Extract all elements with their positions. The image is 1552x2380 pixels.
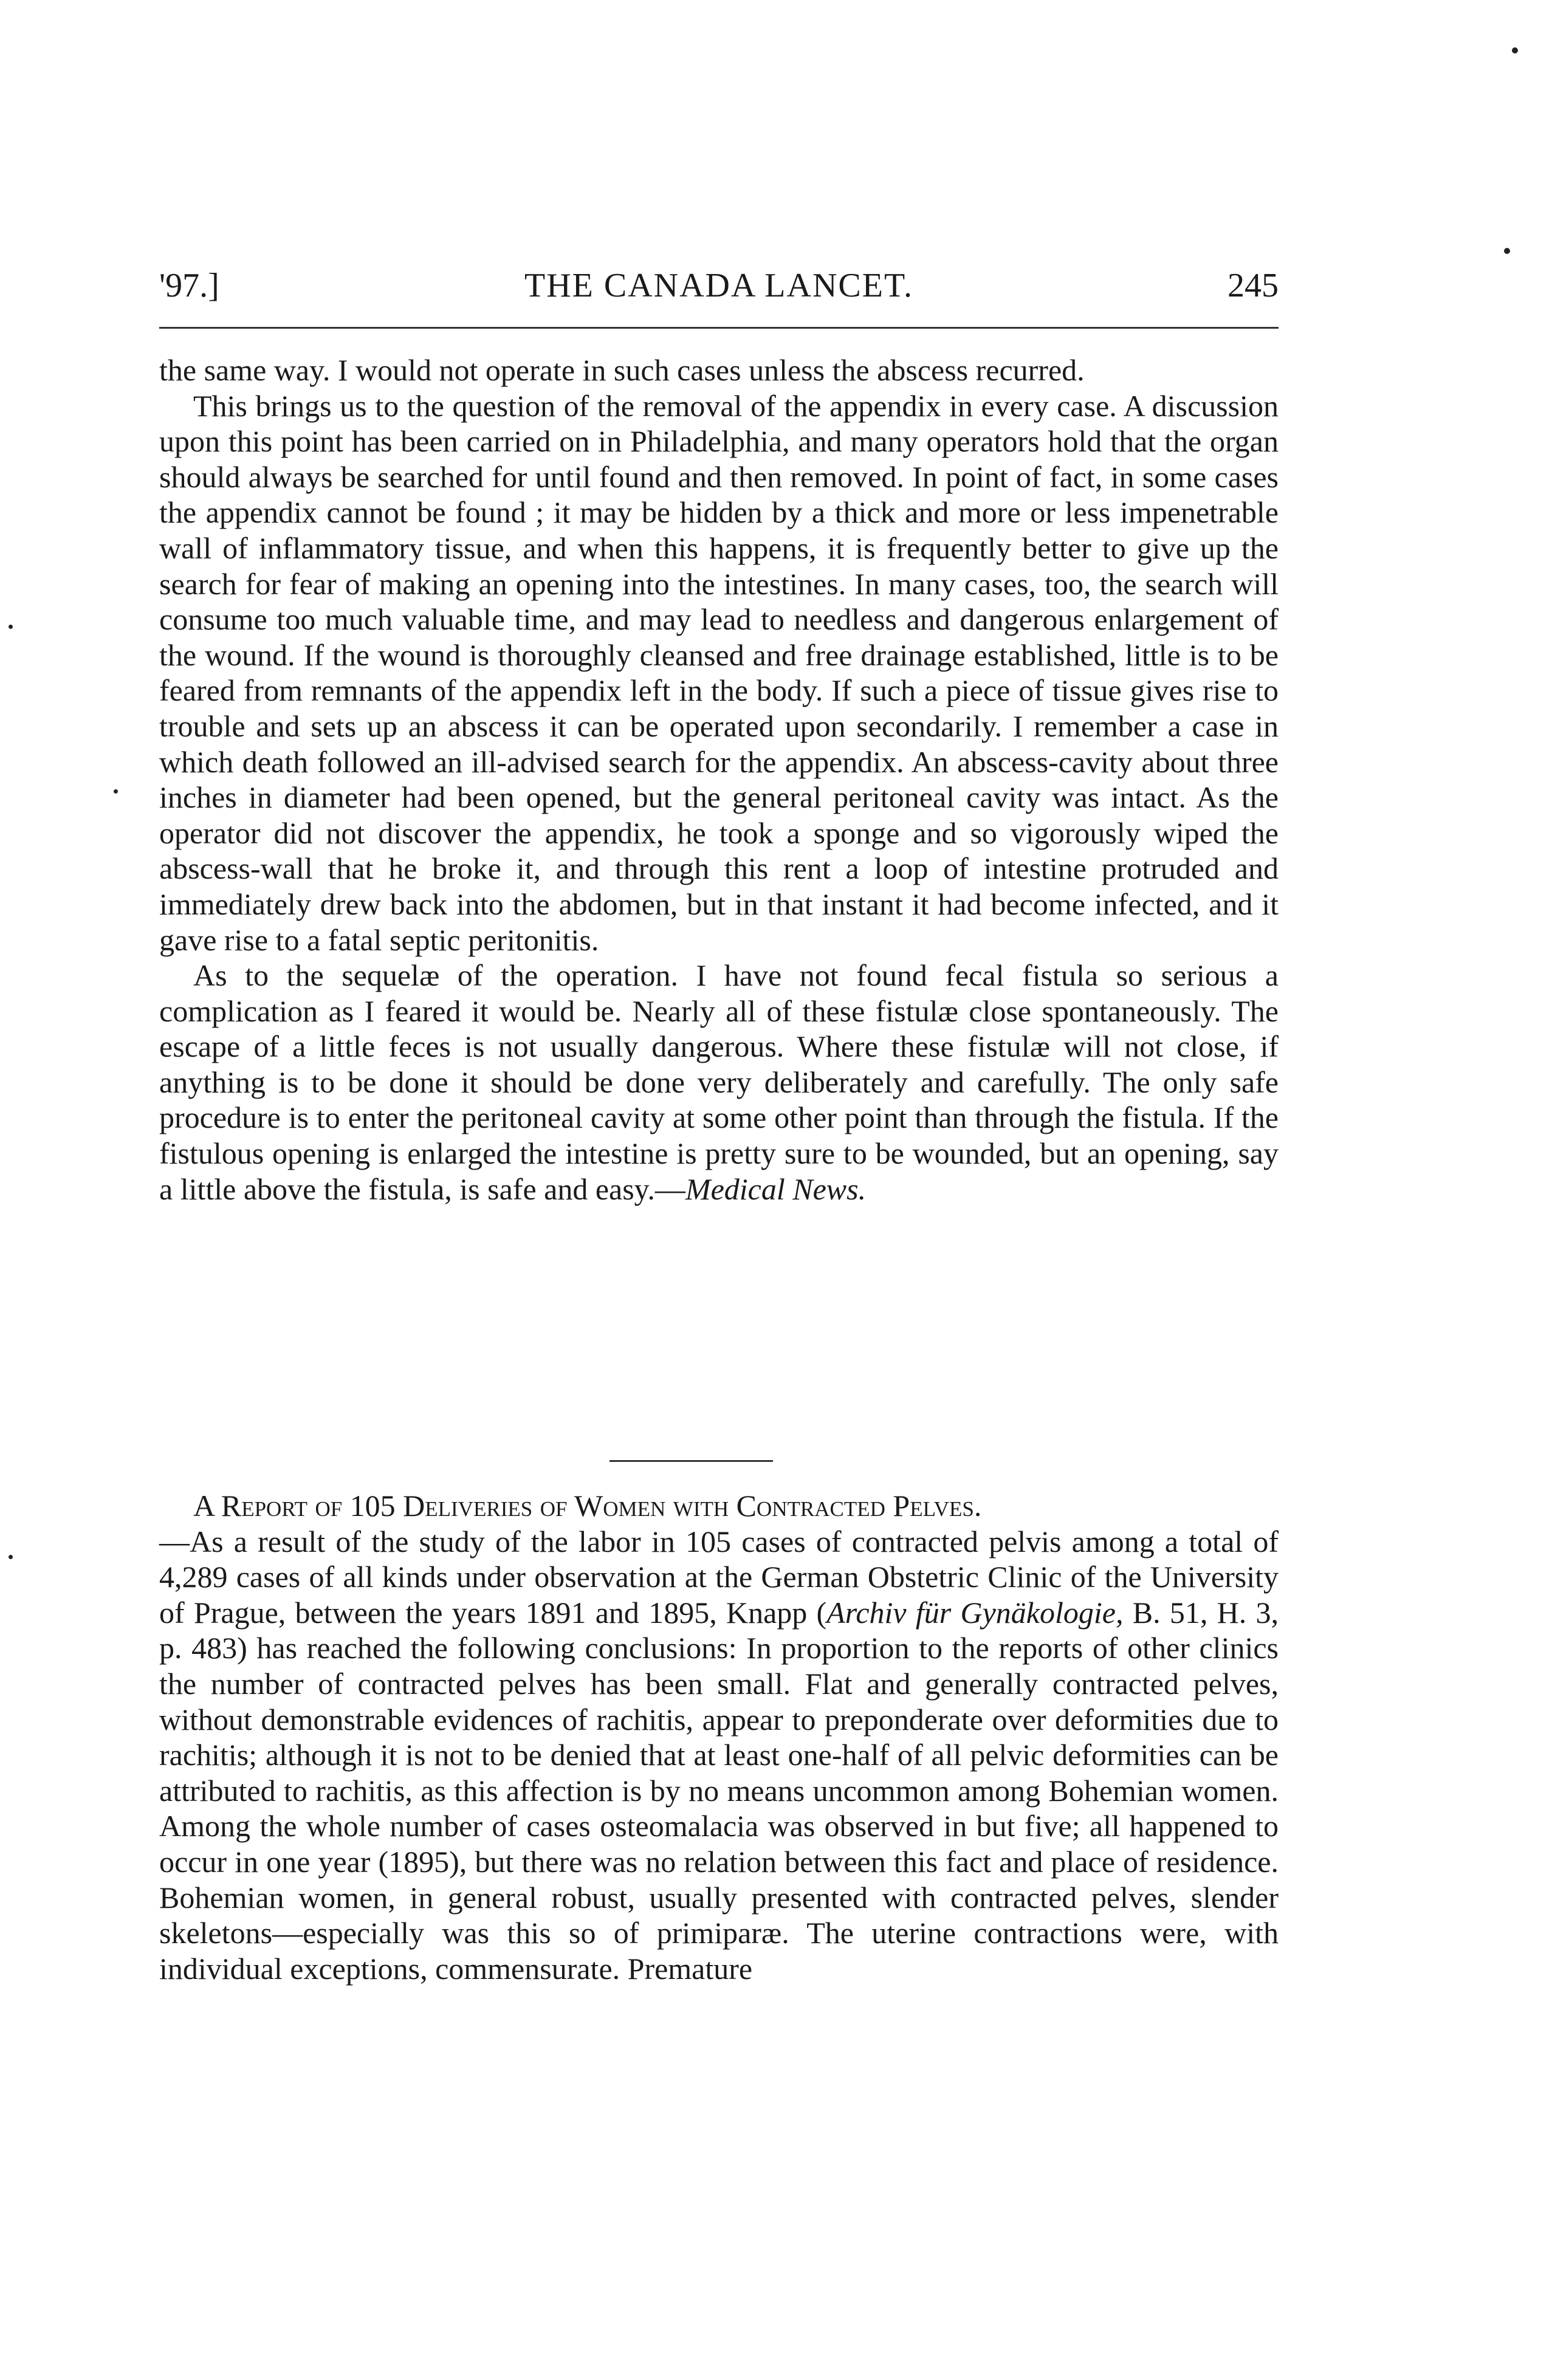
scan-speck [9,625,13,629]
section-divider [609,1460,773,1462]
paragraph-1: the same way. I would not operate in such cases unless the abscess recurred. [159,353,1085,387]
journal-citation: Archiv für Gynäkologie, [826,1595,1124,1630]
scan-speck [1512,47,1518,53]
article-appendix-continuation [159,352,1279,1207]
page-number: 245 [1228,267,1279,304]
article-body-start: —As a result of the study of the labor in 105 cases of contracted pelvis among a total of 4,289 cases of all kinds under observation at the German Obstetric Clinic of the University of Prague, between the years 1891 and 1895, Knapp ( [159,1524,1279,1630]
article-body-continued: B. 51, H. 3, p. 483) has reached the following conclusions: In proportion to the reports of other clinics the number of contracted pelves has been small. Flat and generally contracted pelves, without demonstrable evidences of rachitis, appear to preponderate over deformities due to rachitis; although it is not to be denied that at least one-half of all pelvic deformities can be attributed to rachitis, as this affection is by no means uncommon among Bohemian women. Among the whole number of cases osteomalacia was observed in but five; all happened to occur in one year (1895), but there was no relation between this fact and place of residence. Bohemian women, in general robust, usually presented with contracted pelves, slender skeletons—especially was this so of primiparæ. The uterine contractions were, with individual exceptions, commensurate. Premature [159,1595,1279,1986]
paragraph-3 [159,958,1279,1207]
running-header [159,261,1279,310]
paragraph-2: This brings us to the question of the removal of the appendix in every case. A discussion upon this point has been carried on in Philadelphia, and many operators hold that the organ should always be searched for until found and then removed. In point of fact, in some cases the appendix cannot be found ; it may be hidden by a thick and more or less impenetrable wall of inflammatory tissue, and when this happens, it is frequently better to give up the search for fear of making an opening into the intestines. In many cases, too, the search will consume too much valuable time, and may lead to needless and dangerous enlargement of the wound. If the wound is thoroughly cleansed and free drainage established, little is to be feared from remnants of the appendix left in the body. If such a piece of tissue gives rise to trouble and sets up an abscess it can be operated upon secondarily. I remember a case in which death followed an ill-advised search for the appendix. An abscess-cavity about three inches in diameter had been opened, but the general peritoneal cavity was intact. As the operator did not discover the appendix, he took a sponge and so vigorously wiped the abscess-wall that he broke it, and through this rent a loop of intestine protruded and immediately drew back into the abdomen, but in that instant it had become infected, and it gave rise to a fatal septic peritonitis. [159,388,1279,957]
scan-speck [114,789,118,794]
scan-speck [9,1555,13,1559]
journal-title: THE CANADA LANCET. [524,267,914,304]
article-contracted-pelves [159,1488,1279,1986]
paragraph-4 [159,1488,1279,1986]
scan-speck [1504,248,1510,254]
article-title: A Report of 105 Deliveries of Women with Contracted Pelves. [193,1489,982,1523]
source-citation: Medical News. [685,1171,867,1206]
header-issue-date: '97.] [159,267,219,304]
paragraph-3-text: As to the sequelæ of the operation. I have not found fecal fistula so serious a complication as I feared it would be. Nearly all of these fistulæ close spontaneously. The escape of a little feces is not usually dangerous. Where these fistulæ will not close, if anything is to be done it should be done very deliberately and carefully. The only safe procedure is to enter the peritoneal cavity at some other point than through the fistula. If the fistulous opening is enlarged the intestine is pretty sure to be wounded, but an opening, say a little above the fistula, is safe and easy.— [159,958,1279,1206]
header-rule [159,327,1279,329]
